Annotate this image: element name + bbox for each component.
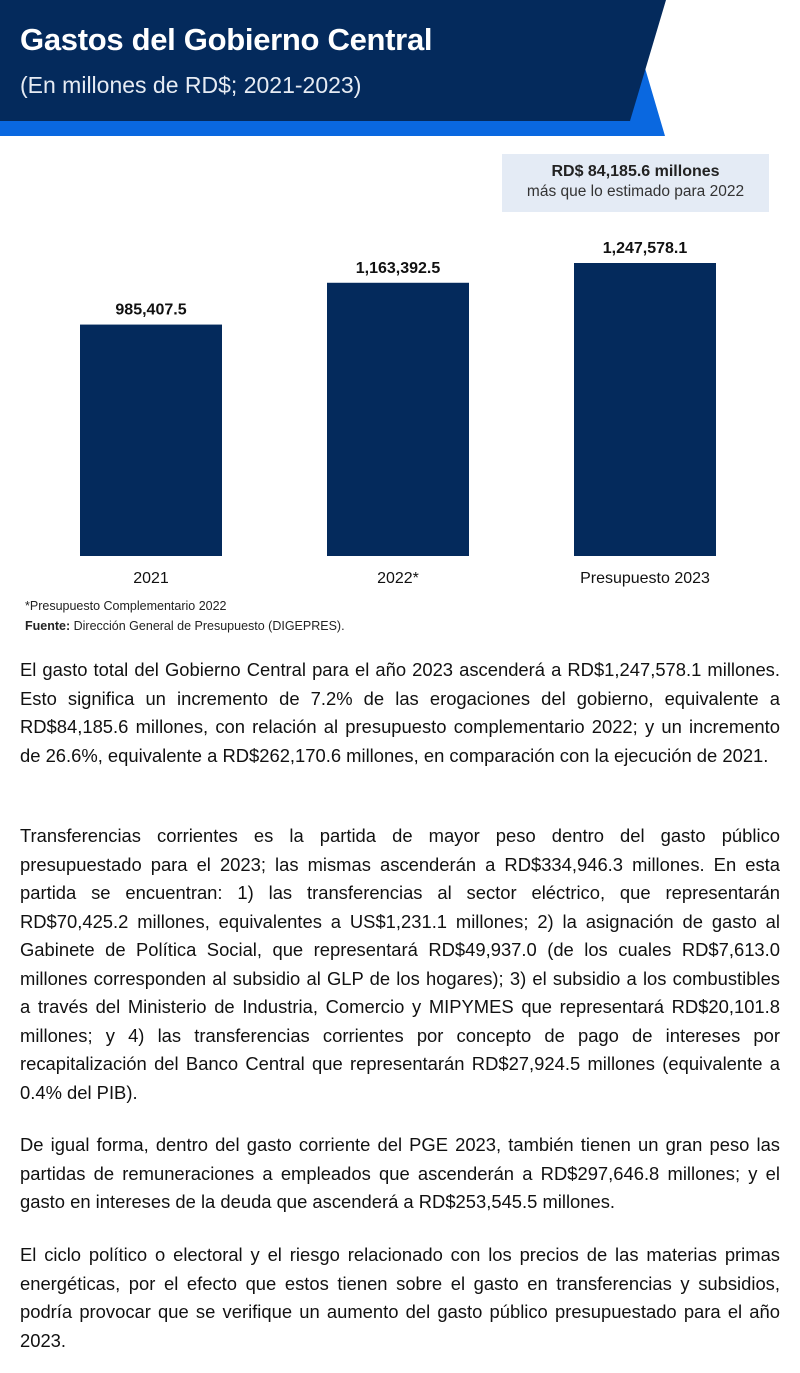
- paragraph-4: El ciclo político o electoral y el riesgo relacionado con los precios de las materias primas energéticas, por el efecto que estos tienen sobre el gasto en transferencias y subsidios, podría provocar que se verifique un aumento del gasto público presupuestado para el año 2023.: [20, 1244, 780, 1351]
- bar-1: [327, 283, 469, 556]
- bar-0: [80, 325, 222, 556]
- source-text: Dirección General de Presupuesto (DIGEPRES).: [70, 619, 345, 633]
- paragraph-1: El gasto total del Gobierno Central para el año 2023 ascenderá a RD$1,247,578.1 millones. Esto significa un incremento de 7.2% de las erogaciones del gobierno, equivalente a RD$84,185.6 millones, con relación al presupuesto complementario 2022; y un incremento de 26.6%, equivalente a RD$262,170.6 millones, en comparación con la ejecución de 2021.: [20, 659, 780, 766]
- difference-callout: [502, 154, 769, 212]
- bar-chart: [0, 220, 800, 595]
- data-label-1: 1,163,392.5: [355, 259, 441, 277]
- footnote-note: *Presupuesto Complementario 2022: [25, 599, 227, 613]
- footnote-source: [25, 619, 345, 633]
- paragraph-2: Transferencias corrientes es la partida de mayor peso dentro del gasto público presupuestado para el 2023; las mismas ascenderán a RD$334,946.3 millones. En esta partida se encuentran: 1) las transferencias al sector eléctrico, que representarán RD$70,425.2 millones, equivalentes a US$1,231.1 millones; 2) la asignación de gasto al Gabinete de Política Social, que representará RD$49,937.0 (de los cuales RD$7,613.0 millones corresponden al subsidio al GLP de los hogares); 3) el subsidio a los combustibles a través del Ministerio de Industria, Comercio y MIPYMES que representará RD$20,101.8 millones; y 4) las transferencias corrientes por concepto de pago de intereses por recapitalización del Banco Central que representarán RD$27,924.5 millones (equivalente a 0.4% del PIB).: [20, 825, 780, 1103]
- paragraph-3: De igual forma, dentro del gasto corriente del PGE 2023, también tienen un gran peso las partidas de remuneraciones a empleados que ascenderán a RD$297,646.8 millones; y el gasto en intereses de la deuda que ascenderá a RD$253,545.5 millones.: [20, 1134, 780, 1212]
- header-navy-band: [0, 0, 666, 121]
- data-label-0: 985,407.5: [115, 301, 187, 319]
- callout-description: más que lo estimado para 2022: [526, 183, 745, 200]
- callout-amount: RD$ 84,185.6 millones: [551, 163, 720, 180]
- header-banner: [0, 0, 800, 140]
- page-subtitle: (En millones de RD$; 2021-2023): [20, 72, 362, 98]
- bar-2: [574, 263, 716, 556]
- header-shape: [0, 0, 800, 140]
- category-label-2: Presupuesto 2023: [580, 570, 710, 587]
- source-label: Fuente:: [25, 619, 71, 633]
- category-label-0: 2021: [133, 570, 169, 587]
- page-title: Gastos del Gobierno Central: [20, 22, 433, 57]
- category-label-1: 2022*: [377, 570, 419, 587]
- data-label-2: 1,247,578.1: [602, 240, 688, 257]
